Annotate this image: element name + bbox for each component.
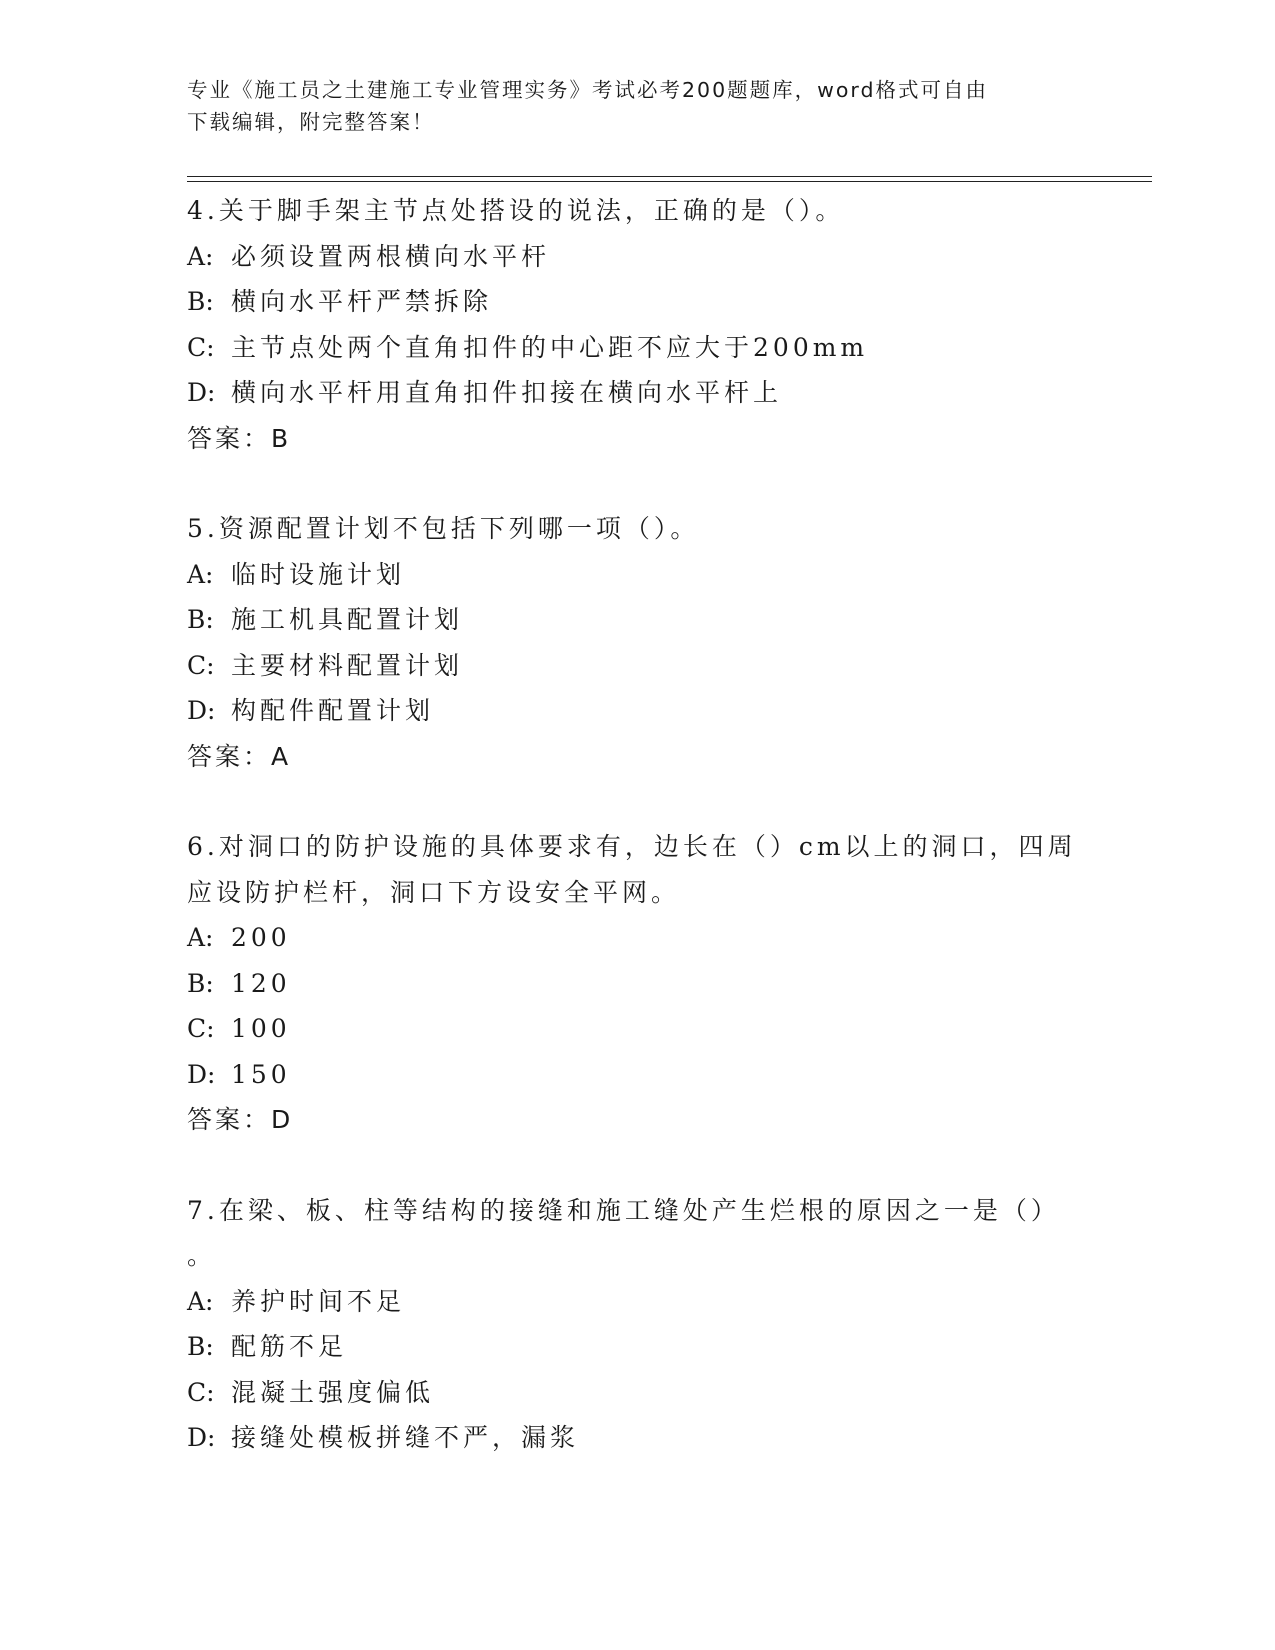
option-c bbox=[187, 325, 1067, 371]
option-label: A: bbox=[187, 1286, 214, 1316]
question-item bbox=[187, 188, 1067, 461]
option-text: 配筋不足 bbox=[231, 1332, 348, 1361]
option-a bbox=[187, 915, 1067, 961]
option-label: A: bbox=[187, 241, 214, 271]
option-label: D: bbox=[187, 1059, 216, 1089]
option-d bbox=[187, 1415, 1067, 1461]
option-label: C: bbox=[187, 1014, 215, 1043]
option-text: 主节点处两个直角扣件的中心距不应大于200mm bbox=[231, 332, 869, 362]
option-text: 150 bbox=[231, 1059, 291, 1089]
question-item bbox=[187, 1188, 1067, 1461]
option-text: 接缝处模板拼缝不严，漏浆 bbox=[231, 1423, 580, 1452]
option-label: C: bbox=[187, 1377, 215, 1407]
option-a bbox=[187, 1279, 1067, 1325]
question-stem-continued: 应设防护栏杆，洞口下方设安全平网。 bbox=[187, 877, 681, 907]
question-item bbox=[187, 506, 1067, 779]
question-stem-continued: 。 bbox=[187, 1241, 217, 1270]
question-stem: 4.关于脚手架主节点处搭设的说法，正确的是（）。 bbox=[187, 196, 845, 225]
option-label: D: bbox=[187, 1423, 216, 1452]
option-label: B: bbox=[187, 287, 214, 316]
option-text: 混凝土强度偏低 bbox=[231, 1377, 435, 1407]
option-label: D: bbox=[187, 378, 216, 407]
question-stem: 5.资源配置计划不包括下列哪一项（）。 bbox=[187, 514, 700, 543]
option-text: 100 bbox=[231, 1014, 291, 1043]
option-label: A: bbox=[187, 923, 214, 952]
option-label: C: bbox=[187, 650, 215, 680]
option-label: B: bbox=[187, 968, 214, 998]
option-b bbox=[187, 961, 1067, 1007]
option-text: 120 bbox=[231, 968, 291, 998]
option-label: B: bbox=[187, 605, 214, 634]
document-header bbox=[187, 74, 1067, 138]
option-c bbox=[187, 1006, 1067, 1052]
option-text: 主要材料配置计划 bbox=[231, 650, 464, 680]
option-text: 横向水平杆用直角扣件扣接在横向水平杆上 bbox=[231, 378, 783, 407]
option-b bbox=[187, 597, 1067, 643]
option-c bbox=[187, 1370, 1067, 1416]
question-list bbox=[187, 188, 1077, 1506]
option-text: 临时设施计划 bbox=[231, 559, 406, 589]
option-a bbox=[187, 234, 1067, 280]
option-label: D: bbox=[187, 696, 216, 725]
answer-line: 答案：D bbox=[187, 1105, 294, 1134]
answer-line: 答案：A bbox=[187, 741, 292, 771]
question-item bbox=[187, 824, 1077, 1143]
option-d bbox=[187, 1052, 1067, 1098]
header-divider-top bbox=[187, 176, 1152, 177]
question-stem: 7.在梁、板、柱等结构的接缝和施工缝处产生烂根的原因之一是（） bbox=[187, 1195, 1060, 1225]
option-text: 养护时间不足 bbox=[231, 1286, 406, 1316]
option-label: A: bbox=[187, 559, 214, 589]
option-text: 施工机具配置计划 bbox=[231, 605, 464, 634]
option-b bbox=[187, 1324, 1067, 1370]
option-d bbox=[187, 688, 1067, 734]
option-d bbox=[187, 370, 1067, 416]
option-label: B: bbox=[187, 1332, 214, 1361]
option-b bbox=[187, 279, 1067, 325]
option-label: C: bbox=[187, 332, 215, 362]
option-a bbox=[187, 552, 1067, 598]
option-text: 必须设置两根横向水平杆 bbox=[231, 241, 551, 271]
option-text: 横向水平杆严禁拆除 bbox=[231, 287, 493, 316]
option-text: 200 bbox=[231, 923, 291, 952]
option-c bbox=[187, 643, 1067, 689]
answer-line: 答案：B bbox=[187, 423, 292, 453]
header-line-1: 专业《施工员之土建施工专业管理实务》考试必考200题题库，word格式可自由 bbox=[187, 78, 989, 102]
option-text: 构配件配置计划 bbox=[231, 696, 435, 725]
question-stem: 6.对洞口的防护设施的具体要求有，边长在（）cm以上的洞口，四周 bbox=[187, 832, 1077, 861]
header-line-2: 下载编辑，附完整答案！ bbox=[187, 110, 435, 134]
header-divider-bottom bbox=[187, 181, 1152, 182]
